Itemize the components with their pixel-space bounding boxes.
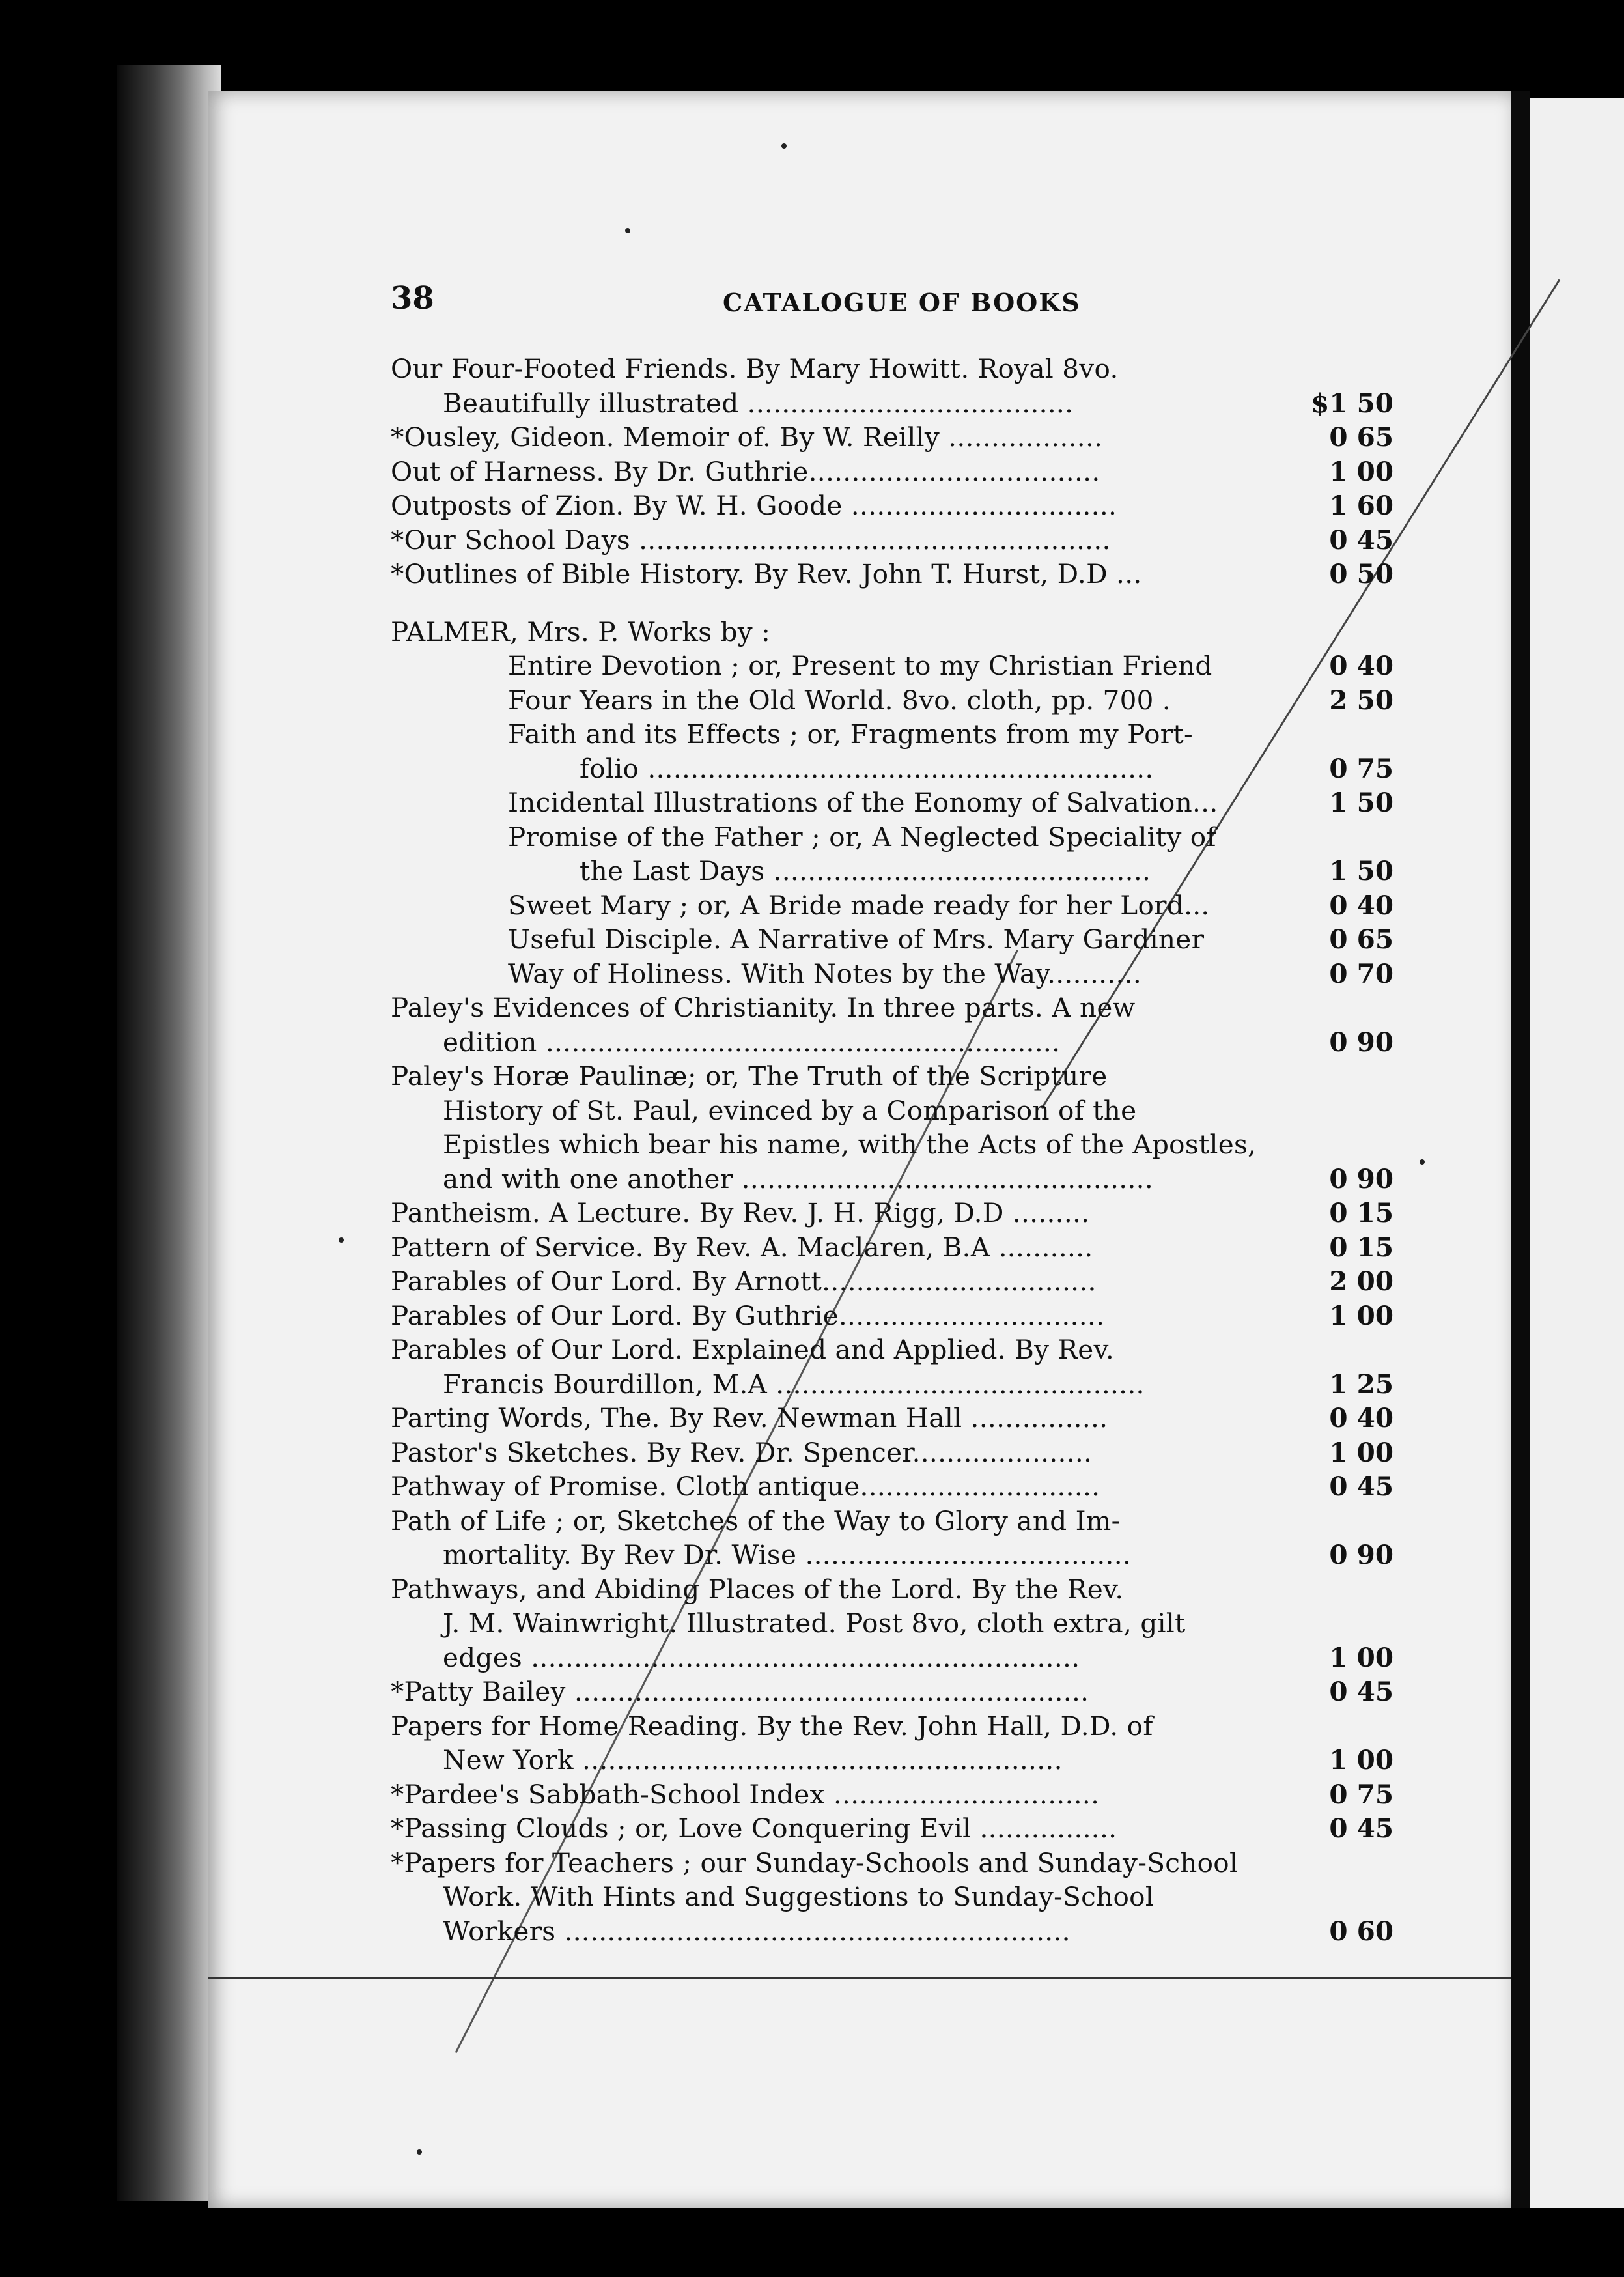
- catalogue-entry: [391, 1059, 1407, 1196]
- catalogue-entry: [391, 1709, 1407, 1777]
- entry-price: 1 25: [1329, 1368, 1393, 1400]
- print-speck: [417, 2149, 422, 2155]
- entry-price: 0 90: [1329, 1163, 1393, 1195]
- catalogue-entry: [391, 683, 1407, 718]
- entry-line: and with one another ................................................: [443, 1163, 1154, 1195]
- entry-price: 0 60: [1329, 1915, 1393, 1947]
- entry-price: 2 00: [1329, 1266, 1393, 1297]
- entry-line: Pastor's Sketches. By Rev. Dr. Spencer.....................: [391, 1436, 1093, 1468]
- entry-price: 0 40: [1329, 889, 1393, 921]
- entry-line: Pattern of Service. By Rev. A. Maclaren, B.A ...........: [391, 1231, 1093, 1263]
- entry-price: 0 90: [1329, 1539, 1393, 1570]
- print-speck: [1420, 1159, 1425, 1165]
- entry-line: edition ............................................................: [443, 1026, 1061, 1058]
- entry-price: $1 50: [1311, 387, 1393, 419]
- entry-line: Out of Harness. By Dr. Guthrie..................................: [391, 455, 1100, 487]
- print-speck: [339, 1238, 344, 1243]
- entry-price: 0 75: [1329, 752, 1393, 784]
- entry-line: *Passing Clouds ; or, Love Conquering Evil ................: [391, 1813, 1117, 1844]
- entry-line: Outposts of Zion. By W. H. Goode ...............................: [391, 490, 1117, 521]
- page-gutter: [1511, 91, 1530, 2208]
- entry-line: Parables of Our Lord. By Arnott................................: [391, 1266, 1097, 1297]
- entry-price: 0 65: [1329, 421, 1393, 453]
- catalogue-entry: [391, 957, 1407, 991]
- entry-price: 0 70: [1329, 957, 1393, 989]
- entry-line: New York ........................................................: [443, 1744, 1063, 1775]
- catalogue-entry: [391, 1846, 1407, 1949]
- entry-price: 1 00: [1329, 455, 1393, 487]
- entry-line: Epistles which bear his name, with the Acts of the Apostles,: [443, 1129, 1257, 1160]
- entry-line: History of St. Paul, evinced by a Comparison of the: [443, 1094, 1137, 1126]
- catalogue-entry: [391, 1299, 1407, 1333]
- entry-price: 1 50: [1329, 787, 1393, 818]
- catalogue-entry: [391, 1196, 1407, 1230]
- entry-line: Pantheism. A Lecture. By Rev. J. H. Rigg, D.D .........: [391, 1197, 1090, 1228]
- entry-line: Faith and its Effects ; or, Fragments from my Port-: [508, 718, 1193, 750]
- entry-line: Francis Bourdillon, M.A ...........................................: [443, 1368, 1145, 1400]
- bottom-rule: [208, 1977, 1511, 1979]
- entry-line: Parables of Our Lord. By Guthrie...............................: [391, 1299, 1105, 1331]
- entry-line: edges ................................................................: [443, 1641, 1080, 1673]
- entry-line: Useful Disciple. A Narrative of Mrs. Mary Gardiner: [508, 924, 1205, 955]
- section-gap: [391, 591, 1407, 615]
- entry-line: Sweet Mary ; or, A Bride made ready for her Lord...: [508, 889, 1210, 921]
- catalogue-entry: [391, 1504, 1407, 1572]
- entry-price: 1 00: [1329, 1744, 1393, 1775]
- entry-line: PALMER, Mrs. P. Works by :: [391, 615, 771, 647]
- entry-price: 0 15: [1329, 1231, 1393, 1263]
- entry-price: 0 45: [1329, 1676, 1393, 1707]
- catalogue-entry: [391, 888, 1407, 923]
- entry-line: *Outlines of Bible History. By Rev. John T. Hurst, D.D ...: [391, 558, 1142, 589]
- entry-line: Pathway of Promise. Cloth antique............................: [391, 1471, 1100, 1502]
- catalogue-entry: [391, 785, 1407, 820]
- entry-price: 2 50: [1329, 684, 1393, 716]
- catalogue-entry: [391, 352, 1407, 420]
- entry-line: Parting Words, The. By Rev. Newman Hall ................: [391, 1402, 1108, 1434]
- catalogue-entry: [391, 1777, 1407, 1812]
- entry-line: J. M. Wainwright. Illustrated. Post 8vo, cloth extra, gilt: [443, 1607, 1186, 1639]
- catalogue-entry: [391, 820, 1407, 888]
- entry-price: 0 65: [1329, 924, 1393, 955]
- catalogue-entry: [391, 1572, 1407, 1675]
- entry-price: 1 50: [1329, 855, 1393, 886]
- catalogue-entry: [391, 488, 1407, 523]
- entry-line: Workers ...........................................................: [443, 1915, 1071, 1947]
- catalogue-entry: [391, 557, 1407, 591]
- entry-price: 0 45: [1329, 524, 1393, 556]
- catalogue-entry: [391, 1401, 1407, 1436]
- entry-price: 1 00: [1329, 1641, 1393, 1673]
- catalogue-entry: [391, 1811, 1407, 1846]
- entry-price: 0 15: [1329, 1197, 1393, 1228]
- catalogue-entry: [391, 922, 1407, 957]
- entry-line: *Pardee's Sabbath-School Index ...............................: [391, 1778, 1100, 1810]
- catalogue-entry: [391, 717, 1407, 785]
- entry-price: 0 40: [1329, 1402, 1393, 1434]
- entry-line: *Papers for Teachers ; our Sunday-Schools and Sunday-School: [391, 1846, 1239, 1878]
- entry-price: 1 60: [1329, 490, 1393, 521]
- catalogue-entry: [391, 649, 1407, 683]
- entry-line: Pathways, and Abiding Places of the Lord. By the Rev.: [391, 1573, 1124, 1605]
- catalogue-entries: [391, 352, 1407, 1948]
- entry-line: *Our School Days .......................................................: [391, 524, 1111, 556]
- entry-line: Parables of Our Lord. Explained and Applied. By Rev.: [391, 1334, 1115, 1365]
- entry-line: Papers for Home Reading. By the Rev. John Hall, D.D. of: [391, 1710, 1153, 1742]
- catalogue-entry: [391, 1436, 1407, 1470]
- catalogue-entry: [391, 523, 1407, 558]
- catalogue-entry: [391, 1264, 1407, 1299]
- entry-line: Entire Devotion ; or, Present to my Christian Friend: [508, 650, 1212, 681]
- entry-line: Path of Life ; or, Sketches of the Way to Glory and Im-: [391, 1505, 1121, 1536]
- catalogue-entry: [391, 420, 1407, 455]
- entry-price: 0 40: [1329, 650, 1393, 681]
- running-head: CATALOGUE OF BOOKS: [723, 288, 1081, 317]
- page-number: 38: [391, 280, 434, 317]
- entry-price: 0 45: [1329, 1471, 1393, 1502]
- entry-line: Beautifully illustrated ......................................: [443, 387, 1074, 419]
- entry-line: Our Four-Footed Friends. By Mary Howitt. Royal 8vo.: [391, 353, 1119, 384]
- entry-price: 0 50: [1329, 558, 1393, 589]
- entry-line: Promise of the Father ; or, A Neglected Speciality of: [508, 821, 1216, 853]
- entry-line: Paley's Evidences of Christianity. In three parts. A new: [391, 992, 1136, 1023]
- catalogue-entry: [391, 1230, 1407, 1265]
- entry-price: 1 00: [1329, 1299, 1393, 1331]
- catalogue-entry: [391, 1469, 1407, 1504]
- catalogue-entry: [391, 991, 1407, 1059]
- entry-price: 0 45: [1329, 1813, 1393, 1844]
- book-spine-shadow: [117, 65, 221, 2201]
- entry-line: the Last Days ............................................: [580, 855, 1151, 886]
- print-speck: [781, 143, 787, 148]
- entry-line: *Patty Bailey ............................................................: [391, 1676, 1089, 1707]
- entry-line: Incidental Illustrations of the Eonomy of Salvation...: [508, 787, 1218, 818]
- entry-line: Way of Holiness. With Notes by the Way...........: [508, 957, 1141, 989]
- catalogue-entry: [391, 455, 1407, 489]
- entry-line: folio ...........................................................: [580, 752, 1154, 784]
- entry-line: Work. With Hints and Suggestions to Sunday-School: [443, 1881, 1155, 1912]
- entry-line: Paley's Horæ Paulinæ; or, The Truth of the Scripture: [391, 1060, 1108, 1092]
- facing-page-edge: [1530, 98, 1624, 2208]
- entry-price: 0 75: [1329, 1778, 1393, 1810]
- catalogue-entry: [391, 615, 1407, 649]
- entry-price: 0 90: [1329, 1026, 1393, 1058]
- catalogue-entry: [391, 1675, 1407, 1709]
- entry-line: mortality. By Rev Dr. Wise ......................................: [443, 1539, 1132, 1570]
- entry-line: *Ousley, Gideon. Memoir of. By W. Reilly ..................: [391, 421, 1103, 453]
- entry-price: 1 00: [1329, 1436, 1393, 1468]
- print-speck: [625, 228, 630, 233]
- catalogue-entry: [391, 1333, 1407, 1401]
- entry-line: Four Years in the Old World. 8vo. cloth, pp. 700 .: [508, 684, 1171, 716]
